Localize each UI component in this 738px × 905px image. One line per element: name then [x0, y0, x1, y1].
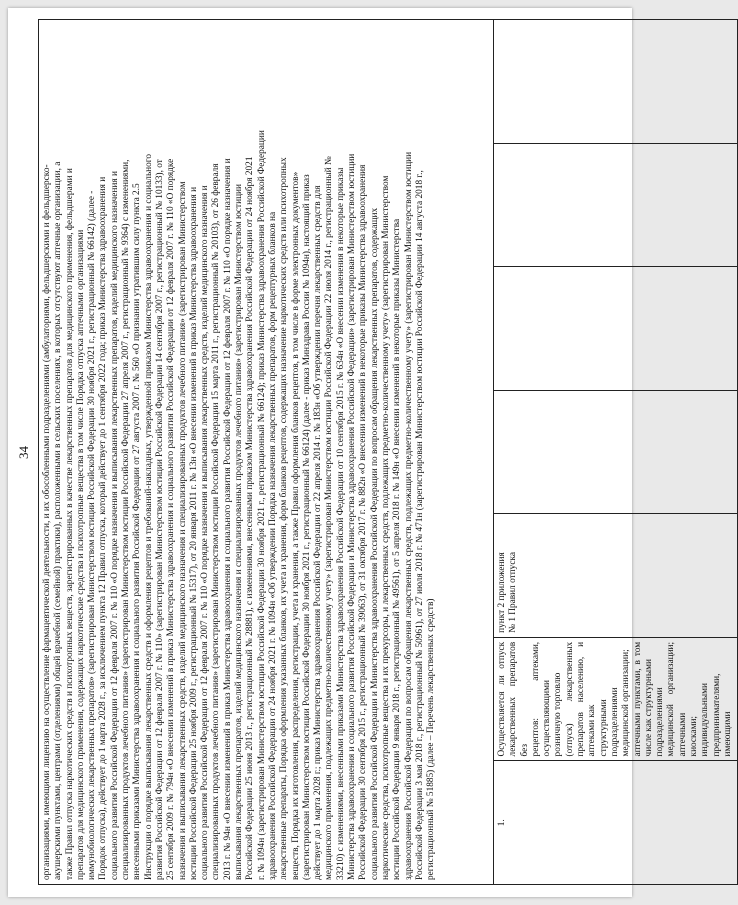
text-line: регистрационный № 51885) (далее – Перечень лекарственных средств)	[426, 598, 437, 880]
answer-yes-cell	[494, 390, 738, 514]
text-line: здравоохранения Российской Федерации по вопросам обращения лекарственных средств, подлежащих предметно-количественному учету» (зарегистрирован Министерством юстиции	[403, 151, 414, 880]
text-line: г. № 1094н (зарегистрирован Министерством юстиции Российской Федерации 30 ноября 2021 г., регистрационный № 66124); приказ Министерства здравоохранения Российской Федерации	[256, 130, 267, 880]
text-line: Порядок отпуска), действует до 1 марта 2028 г., за исключением пункта 12 Правил отпуска, который действует до 1 сентября 2022 года; приказ Министерства здравоохранения и	[98, 176, 109, 880]
text-line: аптечными пунктами, в том числе как структурными	[632, 641, 654, 757]
question-cell	[494, 637, 738, 761]
text-line: веществ, Порядка их изготовления, распределения, регистрации, учета и хранения, а также Правил оформления бланков рецептов, в том числе в форме электронных документов»	[290, 171, 301, 880]
reference-text	[497, 518, 520, 633]
note-cell	[494, 20, 738, 144]
text-line: Осуществляется ли отпуск лекарственных препаратов без	[497, 641, 530, 757]
text-line: лекарственные препараты, Порядка оформления указанных бланков, их учета и хранения, форм бланков рецептов, содержащих назначение наркотических средств или психотропных	[279, 157, 290, 880]
text-line: акушерскими пунктами, центрами (отделениями) общей врачебной (семейной) практики), расположенными в сельских поселениях, в которых отсутствуют аптечные организации, а	[53, 161, 64, 880]
text-line: Министерства здравоохранения и социального развития Российской Федерации и Министерства здравоохранения Российской Федерации» (зарегистрирован Министерством юстиции	[347, 153, 358, 880]
text-line: 25 сентября 2009 г. № 794н «О внесении изменений в приказ Министерства здравоохранения и социального развития Российской Федерации от 12 февраля 2007 г. № 110 «О порядке	[166, 158, 177, 880]
table-row	[39, 20, 494, 885]
legal-references-cell	[39, 20, 494, 885]
reference-cell	[494, 514, 738, 638]
text-line: (зарегистрирован Министерством юстиции Российской Федерации 30 ноября 2021 г., регистрационный № 66124) (далее - приказ Минздрава России № 1094н), настоящий приказ	[301, 174, 312, 880]
text-line: назначения и выписывания лекарственных средств, изделий медицинского назначения и специализированных продуктов лечебного питания» (зарегистрирован Министерством	[177, 181, 188, 880]
checklist-table	[38, 19, 738, 885]
rotated-page-content	[8, 8, 733, 897]
text-line: социального развития Российской Федерации от 12 февраля 2007 г. № 110 «О порядке назначения и выписывания лекарственных средств, изделий медицинского назначения и	[200, 185, 211, 880]
legal-references-text	[42, 24, 437, 880]
answer-no-cell	[494, 267, 738, 391]
text-line: киосками; индивидуальными предпринимателями, имеющими	[689, 673, 733, 757]
text-line: (отпуск) лекарственных препаратов населению, и аптеками как	[564, 641, 598, 757]
text-line: препаратов для медицинского применения, содержащих наркотические средства и психотропные вещества в том числе Порядка отпуска аптечными организациями	[75, 229, 86, 880]
text-line: медицинского применения, подлежащих предметно-количественному учету» (зарегистрирован Министерством юстиции Российской Федерации 22 июля 2014 г., регистрационный №	[324, 156, 335, 880]
text-line: здравоохранения Российской Федерации от 24 ноября 2021 г. № 1094н «Об утверждении Порядка назначения лекарственных препаратов, форм рецептурных бланков на	[267, 211, 278, 880]
text-line: социального развития Российской Федерации и Министерства здравоохранения Российской Федерации по вопросам обращения лекарственных препаратов, содержащих	[369, 207, 380, 880]
answer-na-cell	[494, 143, 738, 267]
text-line: № 1 Правил отпуска	[508, 552, 519, 633]
text-line: Российской Федерации 3 мая 2018 г., регистрационный № 50961), от 27 июля 2018 г. № 471н (зарегистрирован Министерством юстиции Российской Федерации 14 августа 2018 г.,	[414, 170, 425, 880]
page-number: 34	[16, 446, 31, 459]
text-line: юстиции Российской Федерации 25 ноября 2009 г., регистрационный № 15317), от 20 января 2011 г. № 13н «О внесении изменений в приказ Министерства здравоохранения и	[188, 186, 199, 880]
text-line: также Правил отпуска наркотических средств и психотропных веществ, зарегистрированных в качестве лекарственных препаратов для медицинского применения, фельдшерами и	[64, 168, 75, 880]
text-line: действует до 1 марта 2028 г.; приказ Министерства здравоохранения Российской Федерации от 22 апреля 2014 г. № 183н «Об утверждении перечня лекарственных средств для	[313, 185, 324, 880]
text-line: рецептов: аптеками, осуществляющими розничную торговлю	[530, 641, 564, 757]
question-text	[497, 642, 734, 757]
text-line: 33210) с изменениями, внесенными приказами Министерства здравоохранения Российской Федерации от 10 сентября 2015 г. № 634н «О внесении изменения в некоторые приказы	[335, 167, 346, 880]
text-line: организациями, имеющими лицензию на осуществление фармацевтической деятельности, и их обособленными подразделениями (амбулаториями, фельдшерскими и фельдшерско-	[42, 164, 52, 880]
text-line: иммунобиологических лекарственных препаратов» (зарегистрирован Министерством юстиции Российской Федерации 30 ноября 2021 г., регистрационный № 66142) (далее -	[87, 190, 98, 880]
text-line: внесенными приказами Министерства здравоохранения и социального развития Российской Федерации от 27 августа 2007 г. № 560 «О признании утратившим силу пункта 2.5	[132, 183, 143, 880]
text-line: специализированных продуктов лечебного питания» (зарегистрирован Министерством юстиции Российской Федерации 27 апреля 2007 г., регистрационный № 9364) с изменениями,	[121, 159, 132, 880]
text-line: пункт 2 приложения	[497, 552, 507, 633]
text-line: юстиции Российской Федерации 9 января 2018 г., регистрационный № 49561), от 5 апреля 2018 г. № 149н «О внесении изменений в некоторые приказы Министерства	[392, 218, 403, 880]
text-line: развития Российской Федерации от 12 февраля 2007 г. № 110» (зарегистрирован Министерством юстиции Российской Федерации 14 сентября 2007 г., регистрационный № 10133), от	[154, 159, 165, 880]
text-line: Российской Федерации 30 сентября 2015 г., регистрационный № 39063), от 31 октября 2017 г. № 882н «О внесении изменений в некоторые приказы Министерства здравоохранения	[358, 164, 369, 880]
text-line: наркотические средства, психотропные вещества и их прекурсоры, и лекарственных средств, подлежащих предметно-количественному учету» (зарегистрирован Министерством	[380, 175, 391, 880]
table-row	[494, 20, 738, 885]
text-line: социального развития Российской Федерации от 12 февраля 2007 г. № 110 «О порядке назначения и выписывания лекарственных препаратов, изделий медицинского назначения и	[109, 171, 120, 880]
text-line: специализированных продуктов лечебного питания» (зарегистрирован Министерством юстиции Российской Федерации 15 марта 2011 г., регистрационный № 20103), от 26 февраля	[211, 163, 222, 880]
document-page	[8, 8, 733, 897]
text-line: подразделениями медицинской организации; аптечными	[655, 641, 688, 757]
text-line: Инструкции о порядке выписывания лекарственных средств и оформления рецептов и требований-накладных, утвержденной приказом Министерства здравоохранения и социального	[143, 153, 154, 880]
text-line: выписывания лекарственных препаратов, изделий медицинского назначения и специализированных продуктов лечебного питания» (зарегистрирован Министерством юстиции	[234, 184, 245, 880]
text-line: Российской Федерации 25 июня 2013 г., регистрационный № 28881), с изменениями, внесенными приказом Министерства здравоохранения Российской Федерации от 24 ноября 2021	[245, 156, 256, 880]
text-line: 2013 г. № 94н «О внесении изменений в приказ Министерства здравоохранения и социального развития Российской Федерации от 12 февраля 2007 г. № 110 «О порядке назначения и	[222, 158, 233, 880]
text-line: структурными подразделениями медицинской организации;	[598, 649, 632, 757]
row-number: 1.	[494, 761, 738, 885]
